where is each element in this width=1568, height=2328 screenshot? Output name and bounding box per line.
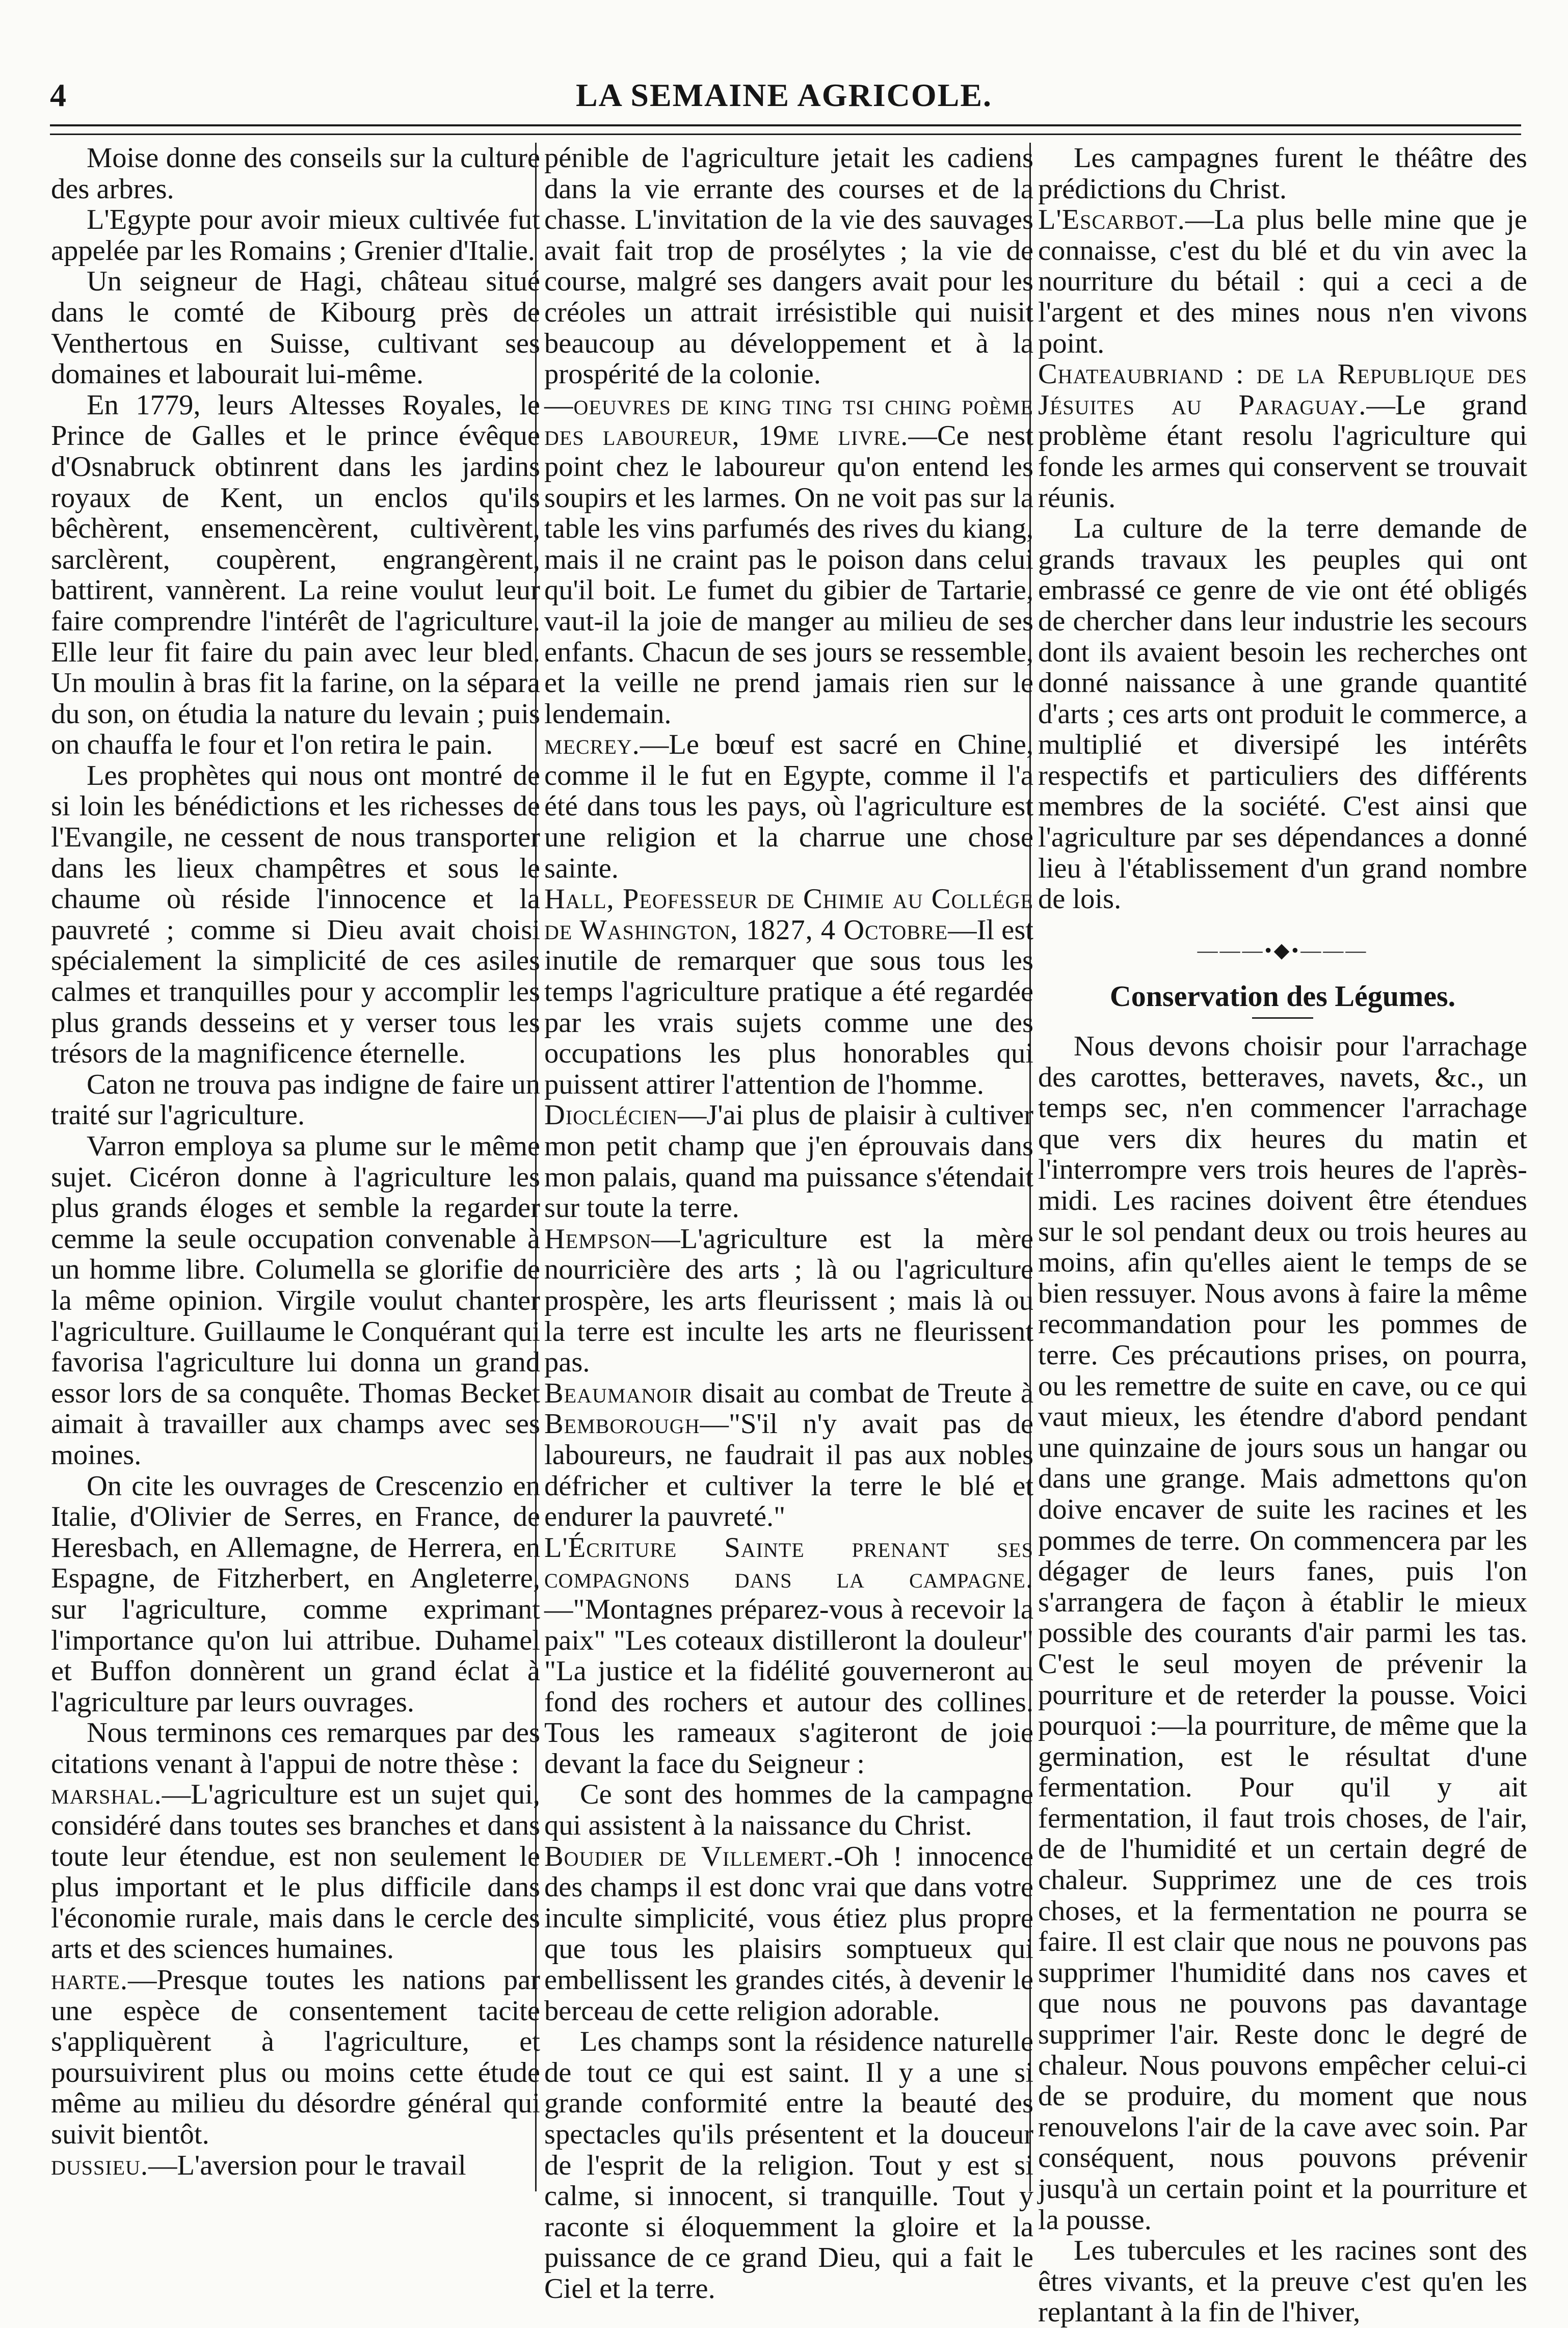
citation-author: Bemborough bbox=[544, 1408, 700, 1440]
citation-text: —Le grand problème étant resolu l'agriculture qui fonde les armes qui conservent se trouvait réunis. bbox=[1038, 389, 1527, 514]
citation-author: dussieu. bbox=[51, 2149, 149, 2181]
citation bbox=[1038, 204, 1527, 359]
citation-text: —Presque toutes les nations par une espèce de consentement tacite s'appliquèrent à l'agriculture, et poursuivirent plus ou moins cette étude même au milieu du désordre général qui suivit bientôt. bbox=[51, 1964, 540, 2150]
column-2 bbox=[544, 142, 1034, 2305]
citation bbox=[544, 729, 1033, 884]
column-3 bbox=[1038, 142, 1527, 2328]
citation-text: —La plus belle mine que je connaisse, c'est du blé et du vin avec la nourriture du bétail : qui a ceci a de l'argent et des mines nous n'en vivons point. bbox=[1038, 204, 1527, 359]
paragraph: Varron employa sa plume sur le même sujet. Cicéron donne à l'agriculture les plus grands éloges et semble la regarder cemme la seule occupation convenable à un homme libre. Columella se glorifie de la même opinion. Virgile voulut chanter l'agriculture. Guillaume le Conquérant qui favorisa l'agriculture lui donna un grand essor lors de sa conquête. Thomas Becket aimait à travailler aux champs avec ses moines. bbox=[51, 1130, 540, 1471]
citation-text: —J'ai plus de plaisir à cultiver mon petit champ que j'en éprouvais dans mon palais, quand ma puissance s'étendait sur toute la terre. bbox=[544, 1099, 1033, 1224]
citation-text: —Ce nest point chez le laboureur qu'on entend les soupirs et les larmes. On ne voit pas sur la table les vins parfumés des rives du kiang, mais il ne craint pas le poison dans celui qu'il boit. Le fumet du gibier de Tartarie, vaut-il la joie de manger au milieu de ses enfants. Chacun de ses jours se ressemble, et la veille ne prend jamais rien sur le lendemain. bbox=[544, 420, 1033, 730]
paragraph: Les campagnes furent le théâtre des prédictions du Christ. bbox=[1038, 142, 1527, 205]
section-ornament: ———•◆•——— bbox=[1197, 938, 1368, 962]
citation-author: Boudier de Villemert. bbox=[544, 1840, 834, 1872]
citation-text: disait au combat de Treute à bbox=[693, 1377, 1033, 1409]
citation-author: Dioclécien bbox=[544, 1099, 678, 1131]
citation-text: —Le bœuf est sacré en Chine, comme il le fut en Egypte, comme il l'a été dans tous les pays, où l'agriculture est une religion et la charrue une chose sainte. bbox=[544, 729, 1033, 884]
citation-text: —Il est inutile de remarquer que sous tous les temps l'agriculture pratique a été regardée par les vrais sujets comme une des occupations les plus honorables qui puissent attirer l'attention de l'homme. bbox=[544, 914, 1034, 1100]
paragraph: pénible de l'agriculture jetait les cadiens dans la vie errante des courses et de la chasse. L'invitation de la vie des sauvages avait fait trop de prosélytes ; la vie de course, malgré ses dangers avait pour les créoles un attrait irrésistible qui nuisit beaucoup au développement et à la prospérité de la colonie. bbox=[544, 142, 1033, 390]
citation-author: Beaumanoir bbox=[544, 1377, 694, 1409]
citation bbox=[51, 1965, 540, 2150]
citation-text: —L'aversion pour le travail bbox=[148, 2149, 466, 2181]
section-title: Conservation des Légumes. bbox=[1109, 980, 1456, 1013]
paragraph: En 1779, leurs Altesses Royales, le Prince de Galles et le prince évêque d'Osnabruck obtinrent dans les jardins royaux de Kent, un enclos qu'ils bêchèrent, ensemencèrent, cultivèrent, sarclèrent, coupèrent, engrangèrent, battirent, vannèrent. La reine voulut leur faire comprendre l'intérêt de l'agriculture. Elle leur fit faire du pain avec leur bled. Un moulin à bras fit la farine, on la sépara du son, on étudia la nature du levain ; puis on chauffa le four et l'on retira le pain. bbox=[51, 389, 540, 761]
paragraph: Les champs sont la résidence naturelle de tout ce qui est saint. Il y a une si grande conformité entre la beauté des spectacles qu'ils présentent et la douceur de l'esprit de la religion. Tout y est si calme, si innocent, si tranquille. Tout y raconte si éloquemment la gloire et la puissance de ce grand Dieu, qui a fait le Ciel et la terre. bbox=[544, 2026, 1033, 2305]
citation bbox=[544, 390, 1033, 730]
citation-author: Chateaubriand : de la Republique des Jésuites au Paraguay. bbox=[1038, 358, 1527, 421]
paragraph: Nous terminons ces remarques par des citations venant à l'appui de notre thèse : bbox=[51, 1717, 540, 1780]
citation-text: —"S'il n'y avait pas de laboureurs, ne faudrait il pas aux nobles défricher et cultiver la terre le blé et endurer la pauvreté." bbox=[544, 1408, 1033, 1533]
citation bbox=[51, 1779, 540, 1965]
column-1 bbox=[51, 143, 540, 2191]
citation-text: —L'agriculture est la mère nourricière des arts ; là ou l'agriculture prospère, les arts fleurissent ; mais là ou la terre est inculte les arts ne fleurissent pas. bbox=[544, 1223, 1033, 1379]
citation-text: —L'agriculture est un sujet qui, considéré dans toutes ses branches et dans toute leur étendue, est non seulement le plus important et le plus difficile dans l'économie rurale, mais dans le cercle des arts et des sciences humaines. bbox=[51, 1779, 540, 1965]
citation-author: marshal. bbox=[51, 1779, 162, 1811]
paragraph: Moise donne des conseils sur la culture des arbres. bbox=[51, 142, 540, 205]
citation-author: L'Écriture Sainte prenant ses compagnons dans la campagne. bbox=[544, 1531, 1033, 1595]
citation bbox=[544, 1532, 1033, 1780]
citation-author: mecrey. bbox=[544, 729, 640, 761]
citation-author: L'Escarbot. bbox=[1038, 204, 1185, 236]
citation bbox=[544, 1841, 1033, 2027]
citation-author: Hall, Peofesseur de Chimie au Collége de Washington, 1827, 4 Octobre bbox=[544, 883, 1033, 946]
citation-author: Hempson bbox=[544, 1223, 652, 1255]
citation-author: harte. bbox=[51, 1964, 128, 1996]
citation-text: —"Montagnes préparez-vous à recevoir la paix" "Les coteaux distilleront la douleur" "La justice et la fidélité gouverneront au fond des rochers et autour des collines. Tous les rameaux s'agiteront de joie devant la face du Seigneur : bbox=[544, 1593, 1033, 1780]
citation-text: -Oh ! innocence des champs il est donc vrai que dans votre inculte simplicité, vous étiez plus propre que tous les plaisirs somptueux qui embellissent les grandes cités, à devenir le berceau de cette religion adorable. bbox=[544, 1840, 1033, 2027]
paragraph: Les prophètes qui nous ont montré de si loin les bénédictions et les richesses de l'Evangile, ne cessent de nous transporter dans les lieux champêtres et sous le chaume où réside l'innocence et la pauvreté ; comme si Dieu avait choisi spécialement la simplicité de ces asiles calmes et tranquilles pour y accomplir les plus grands desseins et y verser tous les trésors de la magnificence éternelle. bbox=[51, 759, 540, 1070]
citation bbox=[1038, 359, 1527, 513]
paragraph: Caton ne trouva pas indigne de faire un traité sur l'agriculture. bbox=[51, 1068, 540, 1131]
paragraph: L'Egypte pour avoir mieux cultivée fut appelée par les Romains ; Grenier d'Italie. bbox=[51, 204, 540, 267]
citation bbox=[544, 1100, 1033, 1223]
paragraph: Un seigneur de Hagi, château situé dans le comté de Kibourg près de Venthertous en Suisse, cultivant ses domaines et labourait lui-même. bbox=[51, 266, 540, 390]
citation bbox=[51, 2150, 540, 2181]
paragraph: La culture de la terre demande de grands travaux les peuples qui ont embrassé ce genre de vie ont été obligés de chercher dans leur industrie les secours dont ils avaient besoin les recherches ont donné naissance à une grande quantité d'arts ; ces arts ont produit le commerce, a multiplié et diversipé les intérêts respectifs et particuliers des différents membres de la société. C'est ainsi que l'agriculture par ses dépendances a donné lieu à l'établissement d'un grand nombre de lois. bbox=[1038, 513, 1527, 915]
citation bbox=[544, 884, 1033, 1100]
running-head: LA SEMAINE AGRICOLE. bbox=[575, 77, 993, 113]
paragraph: Les tubercules et les racines sont des êtres vivants, et la preuve c'est qu'en les replantant à la fin de l'hiver, bbox=[1038, 2235, 1527, 2328]
header-double-rule bbox=[50, 124, 1521, 135]
title-underline bbox=[1252, 1017, 1313, 1019]
paragraph: On cite les ouvrages de Crescenzio en Italie, d'Olivier de Serres, en France, de Heresbach, en Allemagne, de Herrera, en Espagne, de Fitzherbert, en Angleterre, sur l'agriculture, comme exprimant l'importance qu'on lui attribue. Duhamel et Buffon donnèrent un grand éclat à l'agriculture par leurs ouvrages. bbox=[51, 1470, 540, 1718]
citation bbox=[544, 1378, 1033, 1532]
citation-author: —oeuvres de king ting tsi ching poème des laboureur, 19me livre. bbox=[544, 389, 1033, 452]
page-number: 4 bbox=[50, 77, 66, 113]
paragraph: Ce sont des hommes de la campagne qui assistent à la naissance du Christ. bbox=[544, 1779, 1033, 1842]
paragraph: Nous devons choisir pour l'arrachage des carottes, betteraves, navets, &c., un temps sec, n'en commencer l'arrachage que vers dix heures du matin et l'interrompre vers trois heures de l'après-midi. Les racines doivent être étendues sur le sol pendant deux ou trois heures au moins, afin qu'elles aient le temps de se bien ressuyer. Nous avons à faire la même recommandation pour les pommes de terre. Ces précautions prises, on pourra, ou les remettre de suite en cave, ou ce qui vaut mieux, les étendre d'abord pendant une quinzaine de jours sous un hangar ou dans une grange. Mais admettons qu'on doive encaver de suite les racines et les pommes de terre. On commencera par les dégager de leurs fanes, puis l'on s'arrangera de façon à établir le mieux possible des courants d'air parmi les tas. C'est le seul moyen de prévenir la pourriture et de reterder la pousse. Voici pourquoi :—la pourriture, de même que la germination, est le résultat d'une fermentation. Pour qu'il y ait fermentation, il faut trois choses, de l'air, de de l'humidité et un certain degré de chaleur. Supprimez une de ces trois choses, et la fermentation ne pourra se faire. Il est clair que nous ne pouvons pas supprimer l'humidité dans nos caves et que nous ne pouvons pas davantage supprimer l'air. Reste donc le degré de chaleur. Nous pouvons empêcher celui-ci de se produire, du moment que nous renouvelons l'air de la cave avec soin. Par conséquent, nous pouvons prévenir jusqu'à un certain point et la pourriture et la pousse. bbox=[1038, 1030, 1527, 2236]
citation bbox=[544, 1224, 1033, 1378]
